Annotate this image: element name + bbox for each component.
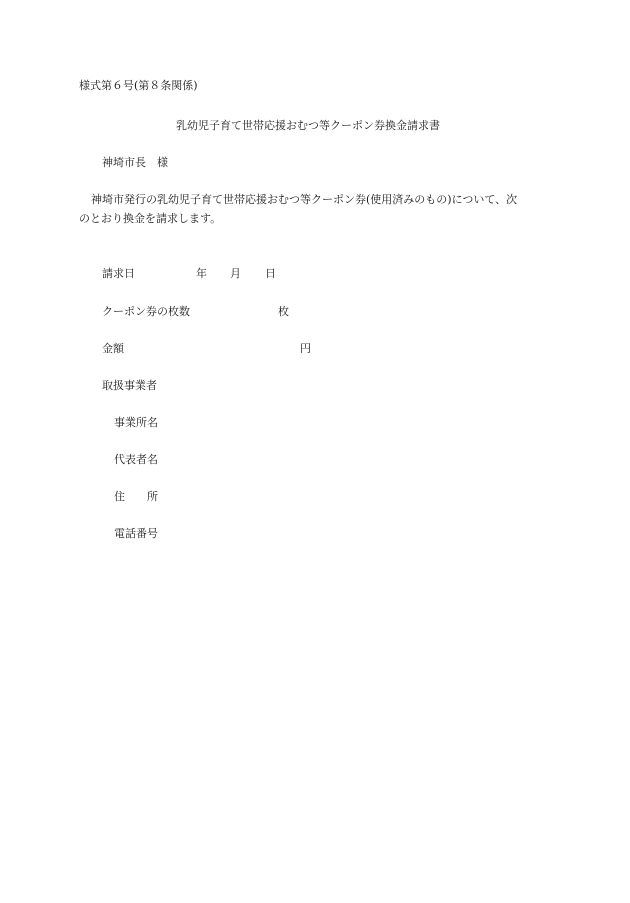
request-date-year: 年 xyxy=(196,267,207,280)
body-text-line-2: のとおり換金を請求します。 xyxy=(79,212,222,225)
phone-label: 電話番号 xyxy=(114,527,158,540)
amount-unit: 円 xyxy=(300,342,311,355)
coupon-count-label: クーポン券の枚数 xyxy=(102,305,190,318)
request-date-month: 月 xyxy=(230,267,241,280)
office-name-label: 事業所名 xyxy=(114,416,158,429)
handler-label: 取扱事業者 xyxy=(102,379,157,392)
address-label: 住 所 xyxy=(114,490,158,503)
addressee: 神埼市長 様 xyxy=(102,156,168,169)
coupon-count-unit: 枚 xyxy=(278,305,289,318)
representative-label: 代表者名 xyxy=(114,453,158,466)
form-number: 様式第６号(第８条関係) xyxy=(79,79,198,92)
form-title: 乳幼児子育て世帯応援おむつ等クーポン券換金請求書 xyxy=(176,119,440,132)
amount-label: 金額 xyxy=(102,342,124,355)
body-text-line-1: 神埼市発行の乳幼児子育て世帯応援おむつ等クーポン券(使用済みのもの)について、次 xyxy=(91,193,518,206)
request-date-label: 請求日 xyxy=(102,267,135,280)
request-date-day: 日 xyxy=(265,267,276,280)
